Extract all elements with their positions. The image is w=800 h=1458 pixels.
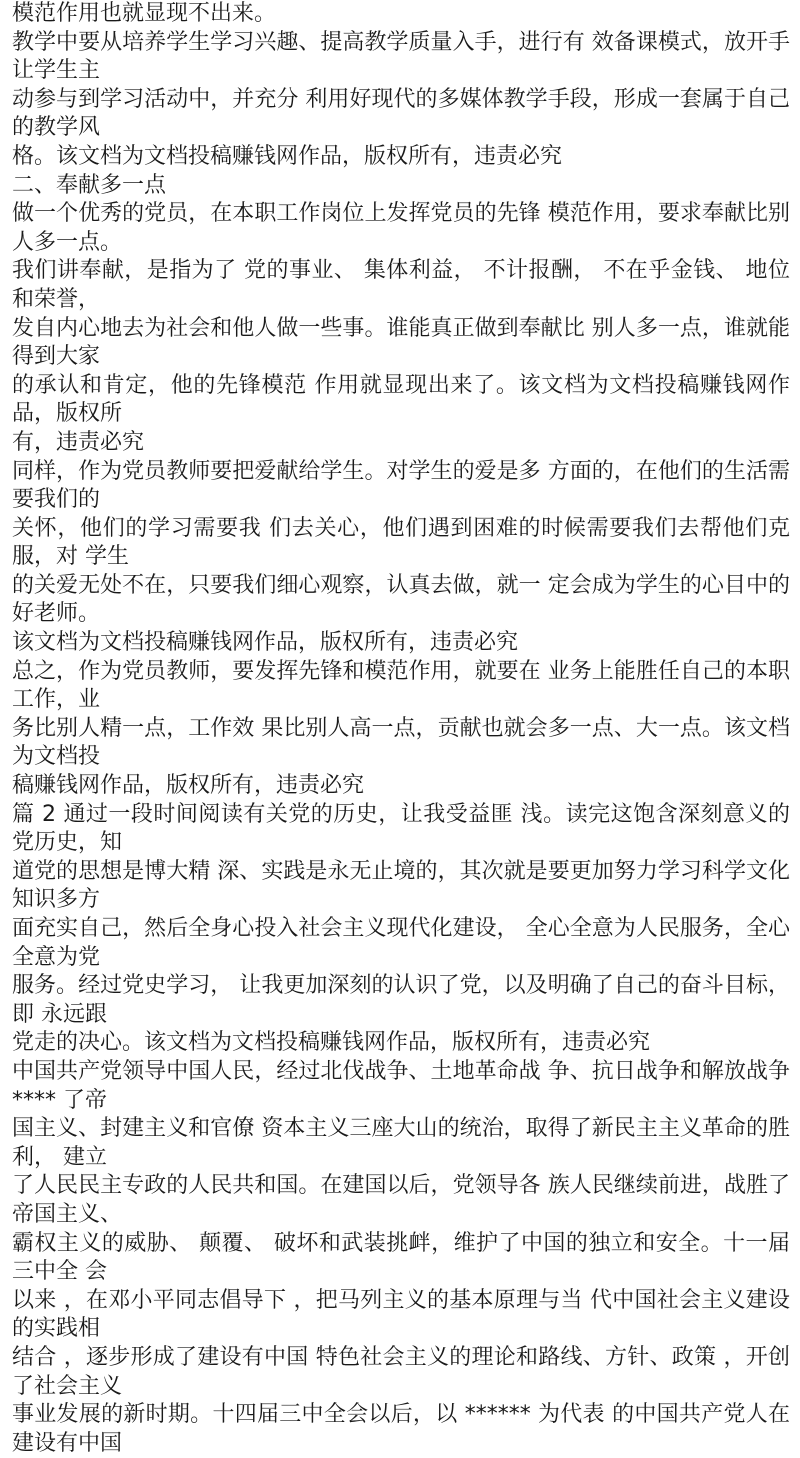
- text-line: 模范作用也就显现不出来。: [12, 1, 277, 26]
- text-line: 格。该文档为文档投稿赚钱网作品，版权所有，违责必究: [12, 143, 563, 169]
- text-line: 了人民民主专政的人民共和国。在建国以后，党领导各 族人民继续前进，战胜了帝国主义、: [12, 1173, 790, 1227]
- text-line: 中国共产党领导中国人民，经过北伐战争、土地革命战 争、抗日战争和解放战争 **** 了帝: [12, 1058, 790, 1113]
- text-line: 篇 2 通过一段时间阅读有关党的历史，让我受益匪 浅。读完这饱含深刻意义的党历史，知: [12, 801, 790, 856]
- text-line: 道党的思想是博大精 深、实践是永无止境的，其次就是要更加努力学习科学文化 知识多方: [12, 858, 790, 913]
- text-line: 总之，作为党员教师，要发挥先锋和模范作用，就要在 业务上能胜任自己的本职工作，业: [12, 658, 790, 713]
- text-line: 服务。经过党史学习， 让我更加深刻的认识了党，以及明确了自己的奋斗目标，即 永远跟: [12, 973, 790, 1027]
- text-line: 的承认和肯定，他的先锋模范 作用就显现出来了。该文档为文档投稿赚钱网作品，版权所: [12, 372, 790, 427]
- text-line: 霸权主义的威胁、 颠覆、 破坏和武装挑衅，维护了中国的独立和安全。十一届三中全 会: [12, 1230, 790, 1285]
- text-line: 的关爱无处不在，只要我们细心观察，认真去做，就一 定会成为学生的心目中的好老师。: [12, 572, 790, 627]
- text-line: 教学中要从培养学生学习兴趣、提高教学质量入手，进行有 效备课模式，放开手让学生主: [12, 29, 790, 84]
- text-line: 结合 ，逐步形成了建设有中国 特色社会主义的理论和路线、方针、政策 ，开创了社会主义: [12, 1344, 790, 1399]
- text-line: 稿赚钱网作品，版权所有，违责必究: [12, 773, 365, 799]
- text-line: 做一个优秀的党员，在本职工作岗位上发挥党员的先锋 模范作用，要求奉献比别人多一点。: [12, 201, 790, 255]
- text-line: 我们讲奉献，是指为了 党的事业、 集体利益， 不计报酬， 不在乎金钱、 地位和荣誉，: [12, 258, 790, 312]
- text-line: 有，违责必究: [12, 429, 145, 455]
- text-line: 同样，作为党员教师要把爱献给学生。对学生的爱是多 方面的，在他们的生活需要我们的: [12, 458, 790, 513]
- text-line: 务比别人精一点，工作效 果比别人高一点，贡献也就会多一点、大一点。该文档为文档投: [12, 715, 790, 770]
- text-line: 关怀，他们的学习需要我 们去关心，他们遇到困难的时候需要我们去帮他们克服，对 学生: [12, 515, 790, 570]
- text-line: 发自内心地去为社会和他人做一些事。谁能真正做到奉献比 别人多一点，谁就能得到大家: [12, 315, 790, 370]
- text-line: 动参与到学习活动中，并充分 利用好现代的多媒体教学手段，形成一套属于自己的教学风: [12, 86, 790, 141]
- text-line: 事业发展的新时期。十四届三中全会以后，以 ****** 为代表 的中国共产党人在建设有中国: [12, 1402, 790, 1456]
- text-line: 党走的决心。该文档为文档投稿赚钱网作品，版权所有，违责必究: [12, 1030, 651, 1056]
- text-line: 二、奉献多一点: [12, 172, 167, 198]
- text-line: 面充实自己，然后全身心投入社会主义现代化建设， 全心全意为人民服务，全心全意为党: [12, 916, 790, 970]
- text-line: 国主义、封建主义和官僚 资本主义三座大山的统治，取得了新民主主义革命的胜利， 建立: [12, 1116, 790, 1170]
- text-line: 该文档为文档投稿赚钱网作品，版权所有，违责必究: [12, 630, 519, 656]
- text-line: 以来 ，在邓小平同志倡导下 ，把马列主义的基本原理与当 代中国社会主义建设的实践相: [12, 1287, 790, 1342]
